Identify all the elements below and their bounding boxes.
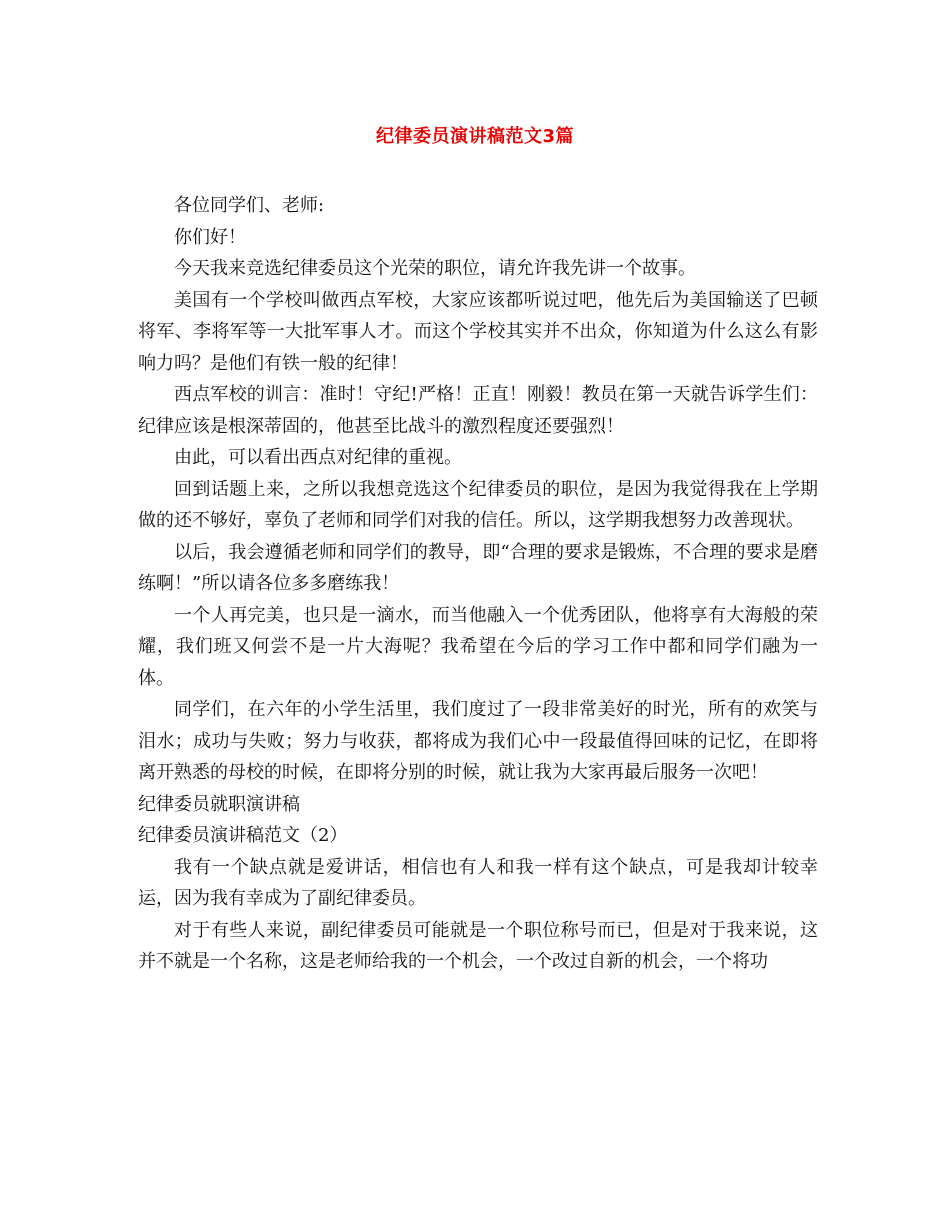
paragraph: 以后，我会遵循老师和同学们的教导，即“合理的要求是锻炼，不合理的要求是磨练啊！”所以请各位多多磨练我！ xyxy=(138,541,818,594)
paragraph: 由此，可以看出西点对纪律的重视。 xyxy=(174,447,462,468)
paragraph: 今天我来竞选纪律委员这个光荣的职位，请允许我先讲一个故事。 xyxy=(174,258,696,279)
paragraph: 西点军校的训言：准时！守纪!严格！正直！刚毅！教员在第一天就告诉学生们：纪律应该是根深蒂固的，他甚至比战斗的激烈程度还要强烈！ xyxy=(138,384,818,437)
document-body xyxy=(138,190,818,978)
document-title: 纪律委员演讲稿范文3篇 xyxy=(375,126,575,147)
paragraph: 你们好！ xyxy=(174,226,246,248)
section-heading: 纪律委员演讲稿范文（2） xyxy=(138,825,348,846)
paragraph: 回到话题上来，之所以我想竞选这个纪律委员的职位，是因为我觉得我在上学期做的还不够好，辜负了老师和同学们对我的信任。所以，这学期我想努力改善现状。 xyxy=(138,478,818,531)
paragraph: 各位同学们、老师: xyxy=(174,195,325,216)
section-heading: 纪律委员就职演讲稿 xyxy=(138,793,300,815)
paragraph: 同学们，在六年的小学生活里，我们度过了一段非常美好的时光，所有的欢笑与泪水；成功与失败；努力与收获，都将成为我们心中一段最值得回味的记忆，在即将离开熟悉的母校的时候，在即将分别的时候，就让我为大家再最后服务一次吧！ xyxy=(138,699,818,783)
paragraph: 一个人再完美，也只是一滴水，而当他融入一个优秀团队，他将享有大海般的荣耀，我们班又何尝不是一片大海呢？我希望在今后的学习工作中都和同学们融为一体。 xyxy=(138,604,818,689)
paragraph: 美国有一个学校叫做西点军校，大家应该都听说过吧，他先后为美国输送了巴顿将军、李将军等一大批军事人才。而这个学校其实并不出众，你知道为什么这么有影响力吗？是他们有铁一般的纪律！ xyxy=(138,289,818,374)
paragraph: 对于有些人来说，副纪律委员可能就是一个职位称号而已，但是对于我来说，这并不就是一个名称，这是老师给我的一个机会，一个改过自新的机会，一个将功 xyxy=(138,919,818,972)
paragraph: 我有一个缺点就是爱讲话，相信也有人和我一样有这个缺点，可是我却计较幸运，因为我有幸成为了副纪律委员。 xyxy=(138,856,818,909)
